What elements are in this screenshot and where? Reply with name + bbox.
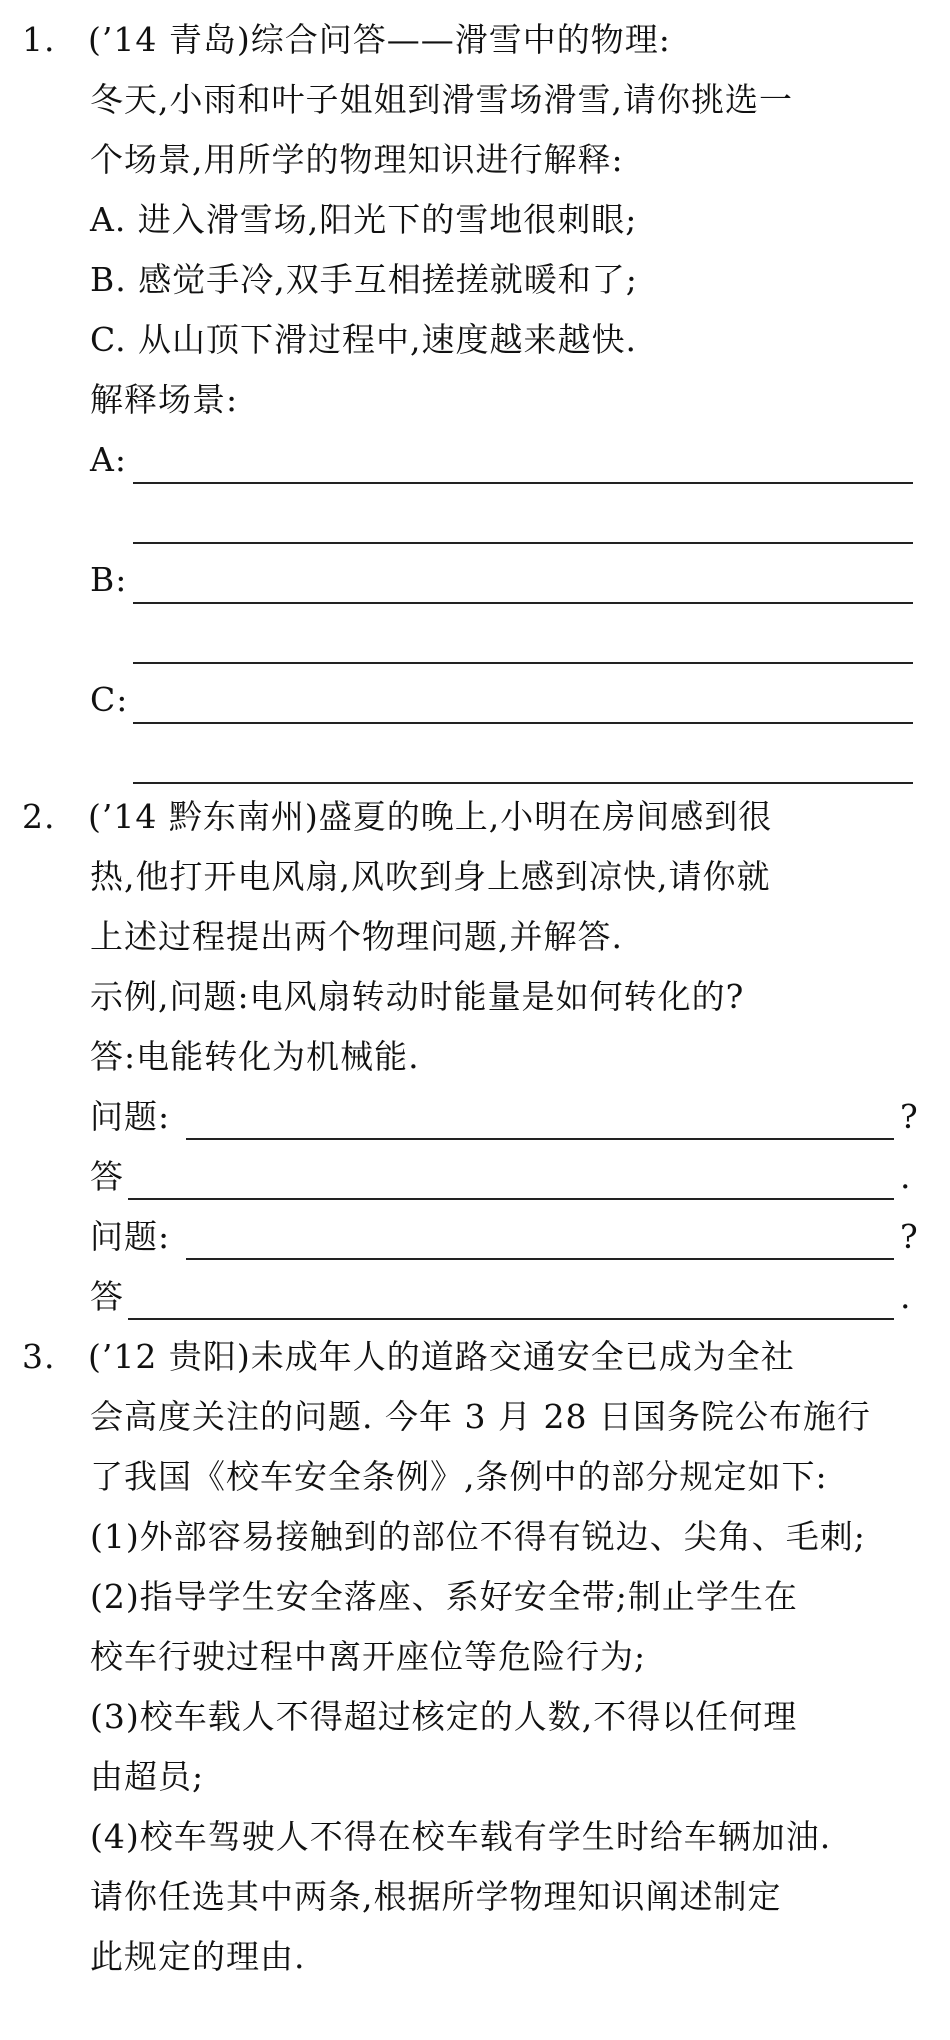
q2-question-1-label: 问题: [90,1097,171,1136]
q2-line-1: (’14 黔东南州)盛夏的晚上,小明在房间感到很 [88,797,773,836]
q2-answer-1-line[interactable] [128,1198,894,1200]
q1-option-c: C. 从山顶下滑过程中,速度越来越快. [90,320,638,359]
q1-answer-c-line-2[interactable] [133,782,913,784]
q3-task-cont: 此规定的理由. [90,1937,306,1976]
q3-line-3: 了我国《校车安全条例》,条例中的部分规定如下: [90,1457,828,1496]
q2-question-2-mark: ? [900,1217,919,1256]
q1-line-1: (’14 青岛)综合问答——滑雪中的物理: [88,20,671,59]
q3-rule-2: (2)指导学生安全落座、系好安全带;制止学生在 [90,1577,798,1616]
q2-question-1-mark: ? [900,1097,919,1136]
q3-rule-3: (3)校车载人不得超过核定的人数,不得以任何理 [90,1697,798,1736]
q1-answer-b-line-1[interactable] [133,602,913,604]
q1-line-3: 个场景,用所学的物理知识进行解释: [90,140,624,179]
q1-explain-label: 解释场景: [90,380,239,419]
q2-number: 2. [22,797,56,836]
q2-answer-2-label: 答 [90,1277,124,1316]
q2-answer-2-mark: . [900,1277,912,1316]
q2-example-question: 示例,问题:电风扇转动时能量是如何转化的? [90,977,745,1016]
q1-number: 1. [22,20,56,59]
q2-question-2-line[interactable] [186,1258,894,1260]
q3-number: 3. [22,1337,56,1376]
q1-answer-a-line-1[interactable] [133,482,913,484]
q1-line-2: 冬天,小雨和叶子姐姐到滑雪场滑雪,请你挑选一 [90,80,793,119]
q2-line-2: 热,他打开电风扇,风吹到身上感到凉快,请你就 [90,857,771,896]
q2-example-answer: 答:电能转化为机械能. [90,1037,420,1076]
q3-rule-3-cont: 由超员; [90,1757,205,1796]
q1-answer-c-label: C: [90,680,129,719]
q1-answer-a-line-2[interactable] [133,542,913,544]
q1-answer-b-label: B: [90,560,128,599]
q1-answer-a-label: A: [90,440,127,479]
q3-line-2: 会高度关注的问题. 今年 3 月 28 日国务院公布施行 [90,1397,871,1436]
q1-option-a: A. 进入滑雪场,阳光下的雪地很刺眼; [90,200,638,239]
q2-question-2-label: 问题: [90,1217,171,1256]
q1-answer-b-line-2[interactable] [133,662,913,664]
q3-rule-4: (4)校车驾驶人不得在校车载有学生时给车辆加油. [90,1817,832,1856]
q2-answer-1-label: 答 [90,1157,124,1196]
q3-task: 请你任选其中两条,根据所学物理知识阐述制定 [90,1877,782,1916]
q2-question-1-line[interactable] [186,1138,894,1140]
q3-line-1: (’12 贵阳)未成年人的道路交通安全已成为全社 [88,1337,795,1376]
q1-option-b: B. 感觉手冷,双手互相搓搓就暖和了; [90,260,638,299]
q2-answer-2-line[interactable] [128,1318,894,1320]
q3-rule-1: (1)外部容易接触到的部位不得有锐边、尖角、毛刺; [90,1517,866,1556]
q1-answer-c-line-1[interactable] [133,722,913,724]
q3-rule-2-cont: 校车行驶过程中离开座位等危险行为; [90,1637,647,1676]
q2-answer-1-mark: . [900,1157,912,1196]
q2-line-3: 上述过程提出两个物理问题,并解答. [90,917,623,956]
